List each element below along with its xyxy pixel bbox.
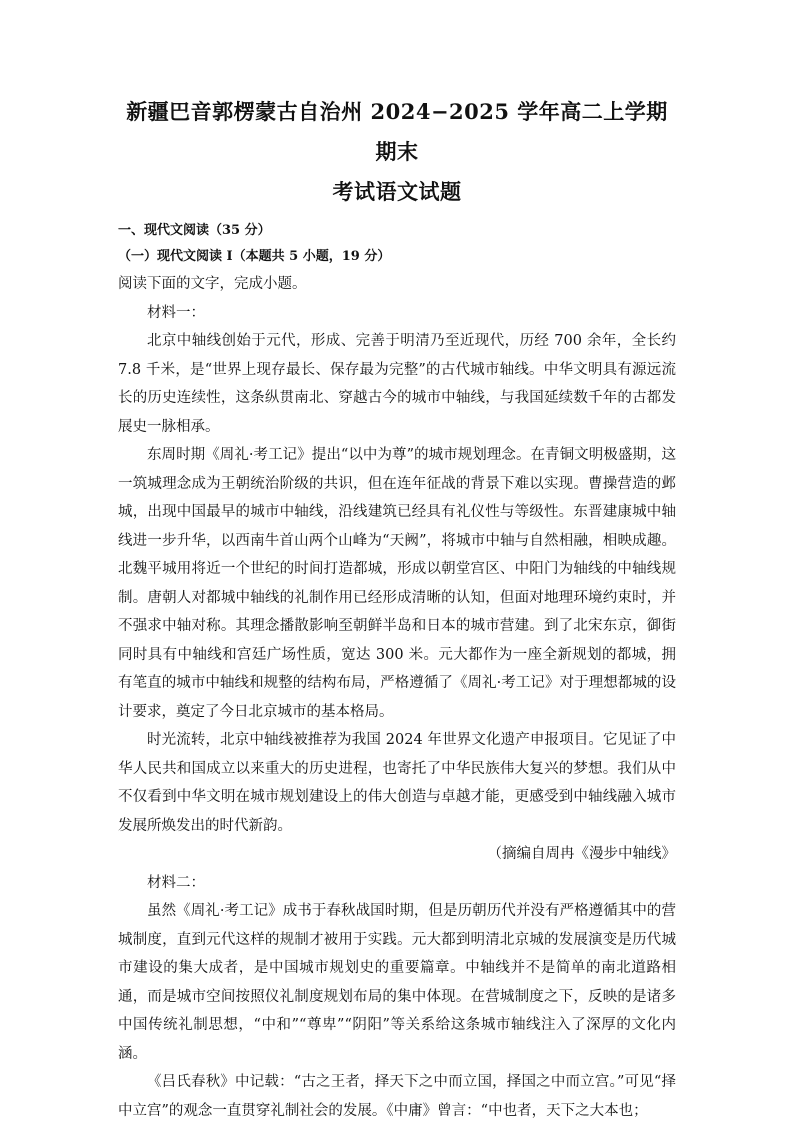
document-title-line2: 考试语文试题 — [332, 179, 462, 204]
material1-source: （摘编自周冉《漫步中轴线》 — [487, 846, 676, 862]
material2-paragraph-1: 虽然《周礼·考工记》成书于春秋战国时期，但是历朝历代并没有严格遵循其中的营城制度，直到元代这样的规制才被用于实践。元大都到明清北京城的发展演变是历代城市建设的集大成者，是中国城市规划史的重要篇章。中轴线并不是简单的南北道路相通，而是城市空间按照仪礼制度规划布局的集中体现。在营城制度之下，反映的是诸多中国传统礼制思想，“中和”“尊卑”“阴阳”等关系给这条城市轴线注入了深厚的文化内涵。 — [118, 903, 676, 1062]
section1-sub-heading: （一）现代文阅读 I（本题共 5 小题，19 分） — [118, 249, 391, 264]
material1-label: 材料一： — [147, 304, 205, 321]
material2-label: 材料二： — [147, 874, 205, 891]
document-title-line1: 新疆巴音郭楞蒙古自治州 2024−2025 学年高二上学期期末 — [126, 99, 668, 164]
material2-paragraph-2: 《吕氏春秋》中记载：“古之王者，择天下之中而立国，择国之中而立宫。”可见“择中立宫”的观念一直贯穿礼制社会的发展。《中庸》曾言：“中也者，天下之大本也； — [118, 1074, 676, 1119]
material1-paragraph-1: 北京中轴线创始于元代，形成、完善于明清乃至近现代，历经 700 余年，全长约 7.8 千米，是“世界上现存最长、保存最为完整”的古代城市轴线。中华文明具有源远流长的历史连续性，这条纵贯南北、穿越古今的城市中轴线，与我国延续数千年的古都发展史一脉相承。 — [118, 333, 676, 435]
reading-instruction: 阅读下面的文字，完成小题。 — [118, 276, 307, 292]
material1-paragraph-3: 时光流转，北京中轴线被推荐为我国 2024 年世界文化遗产申报项目。它见证了中华人民共和国成立以来重大的历史进程，也寄托了中华民族伟大复兴的梦想。我们从中不仅看到中华文明在城市规划建设上的伟大创造与卓越才能，更感受到中轴线融入城市发展所焕发出的时代新韵。 — [118, 732, 676, 834]
material1-paragraph-2: 东周时期《周礼·考工记》提出“以中为尊”的城市规划理念。在青铜文明极盛期，这一筑城理念成为王朝统治阶级的共识，但在连年征战的背景下难以实现。曹操营造的邺城，出现中国最早的城市中轴线，沿线建筑已经具有礼仪性与等级性。东晋建康城中轴线进一步升华，以西南牛首山两个山峰为“天阙”，将城市中轴与自然相融，相映成趣。北魏平城用将近一个世纪的时间打造都城，形成以朝堂宫区、中阳门为轴线的中轴线规制。唐朝人对都城中轴线的礼制作用已经形成清晰的认知，但面对地理环境约束时，并不强求中轴对称。其理念播散影响至朝鲜半岛和日本的城市营建。到了北宋东京，御街同时具有中轴线和宫廷广场性质，宽达 300 米。元大都作为一座全新规划的都城，拥有笔直的城市中轴线和规整的结构布局，严格遵循了《周礼·考工记》对于理想都城的设计要求，奠定了今日北京城市的基本格局。 — [118, 447, 676, 720]
section1-heading: 一、现代文阅读（35 分） — [118, 223, 271, 238]
